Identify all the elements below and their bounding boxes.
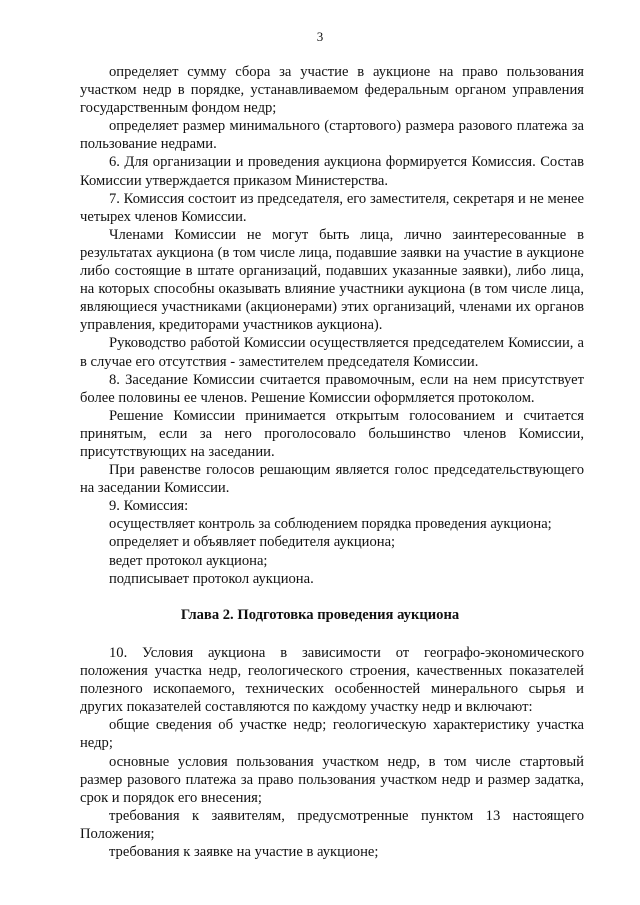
paragraph: Решение Комиссии принимается открытым голосованием и считается принятым, если за него проголосовало большинство членов Комиссии, присутствующих на заседании.	[80, 407, 584, 460]
paragraph: подписывает протокол аукциона.	[109, 570, 314, 587]
paragraph: 6. Для организации и проведения аукциона формируется Комиссия. Состав Комиссии утверждается приказом Министерства.	[80, 154, 584, 189]
paragraph: определяет и объявляет победителя аукциона;	[109, 534, 396, 551]
page-number: 3	[316, 29, 324, 44]
paragraph: общие сведения об участке недр; геологическую характеристику участка недр;	[80, 717, 584, 752]
paragraph: требования к заявителям, предусмотренные пунктом 13 настоящего Положения;	[80, 807, 584, 842]
paragraph: 7. Комиссия состоит из председателя, его заместителя, секретаря и не менее четырех членов Комиссии.	[80, 190, 584, 225]
body-text-section-1	[80, 63, 584, 588]
paragraph: При равенстве голосов решающим является голос председательствующего на заседании Комиссии.	[80, 462, 584, 497]
chapter-heading: Глава 2. Подготовка проведения аукциона	[180, 607, 460, 623]
paragraph: 10. Условия аукциона в зависимости от географо-экономического положения участка недр, геологического строения, качественных показателей полезного ископаемого, технических особенностей минерального сырья и других показателей составляются по каждому участку недр и включают:	[80, 645, 584, 716]
paragraph: ведет протокол аукциона;	[109, 552, 268, 569]
paragraph: 9. Комиссия:	[109, 498, 189, 515]
paragraph: Членами Комиссии не могут быть лица, лично заинтересованные в результатах аукциона (в том числе лица, подавшие заявки на участие в аукционе либо состоящие в штате организаций, подавших указанные заявки), либо лица, на которых способны оказывать влияние участники аукциона (в том числе лица, являющиеся участниками (акционерами) этих организаций, членами их органов управления, кредиторами участников аукциона).	[80, 226, 584, 334]
paragraph: основные условия пользования участком недр, в том числе стартовый размер разового платежа за право пользования участком недр и размер задатка, срок и порядок его внесения;	[80, 753, 584, 806]
paragraph: определяет размер минимального (стартового) размера разового платежа за пользование недрами.	[80, 118, 584, 153]
paragraph: Руководство работой Комиссии осуществляется председателем Комиссии, а в случае его отсутствия - заместителем председателя Комиссии.	[80, 335, 584, 370]
body-text-section-2	[80, 644, 584, 861]
paragraph: определяет сумму сбора за участие в аукционе на право пользования участком недр в порядке, устанавливаемом федеральным органом управления государственным фондом недр;	[80, 64, 584, 117]
paragraph: 8. Заседание Комиссии считается правомочным, если на нем присутствует более половины ее членов. Решение Комиссии оформляется протоколом.	[80, 371, 584, 406]
paragraph: требования к заявке на участие в аукционе;	[109, 844, 379, 861]
paragraph: осуществляет контроль за соблюдением порядка проведения аукциона;	[109, 516, 552, 533]
